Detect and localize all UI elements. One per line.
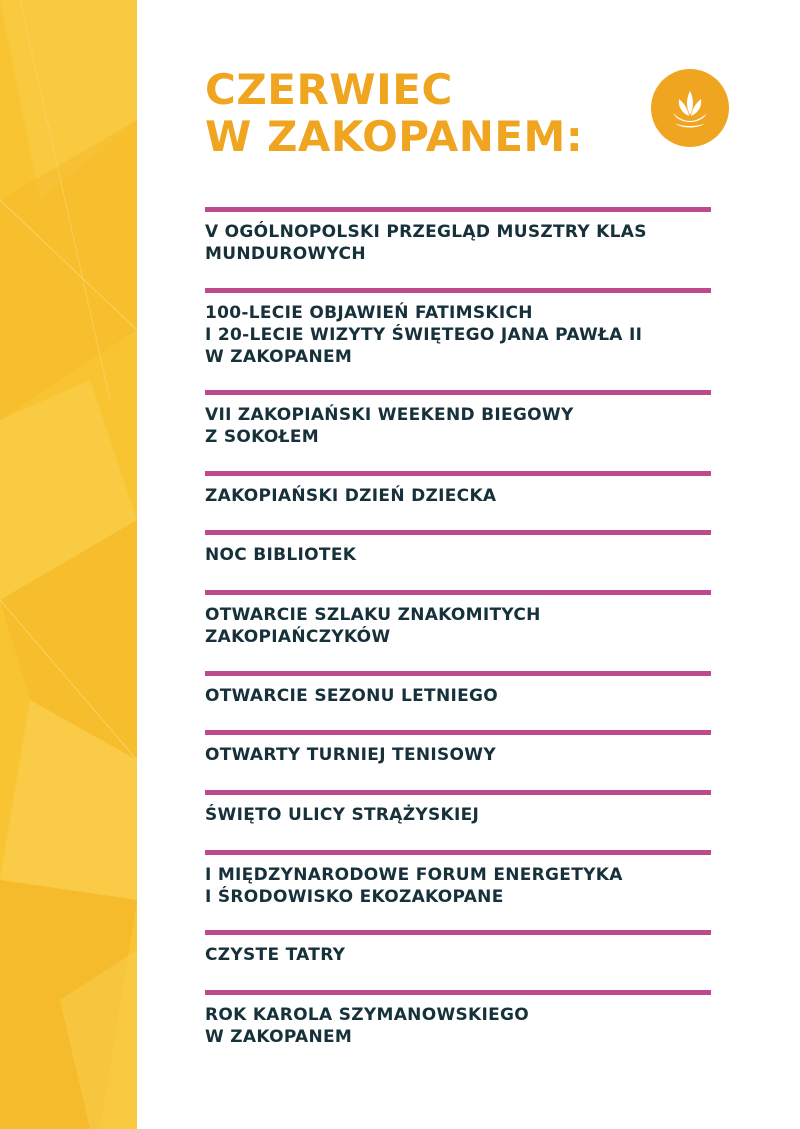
event-title: OTWARCIE SZLAKU ZNAKOMITYCH ZAKOPIAŃCZYKÓW xyxy=(205,605,541,647)
event-title: OTWARCIE SEZONU LETNIEGO xyxy=(205,686,499,706)
list-item xyxy=(205,530,711,566)
title-line-1: CZERWIEC xyxy=(205,65,453,114)
event-title: ZAKOPIAŃSKI DZIEŃ DZIECKA xyxy=(205,486,497,506)
event-title: CZYSTE TATRY xyxy=(205,945,346,965)
event-title: 100-LECIE OBJAWIEŃ FATIMSKICH I 20-LECIE WIZYTY ŚWIĘTEGO JANA PAWŁA II W ZAKOPANEM xyxy=(205,303,643,367)
list-item xyxy=(205,207,711,265)
logo-badge xyxy=(651,69,729,147)
list-item xyxy=(205,990,711,1048)
list-item xyxy=(205,850,711,908)
event-title: I MIĘDZYNARODOWE FORUM ENERGETYKA I ŚRODOWISKO EKOZAKOPANE xyxy=(205,865,623,907)
geometric-pattern xyxy=(0,0,137,1129)
event-title: NOC BIBLIOTEK xyxy=(205,545,357,565)
list-item xyxy=(205,471,711,507)
event-title: ROK KAROLA SZYMANOWSKIEGO W ZAKOPANEM xyxy=(205,1005,530,1047)
event-title: ŚWIĘTO ULICY STRĄŻYSKIEJ xyxy=(205,805,480,825)
list-item xyxy=(205,390,711,448)
list-item xyxy=(205,790,711,826)
list-item xyxy=(205,730,711,766)
list-item xyxy=(205,671,711,707)
title-line-2: W ZAKOPANEM: xyxy=(205,112,584,161)
list-item xyxy=(205,930,711,966)
event-title: OTWARTY TURNIEJ TENISOWY xyxy=(205,745,496,765)
list-item xyxy=(205,590,711,648)
decorative-side-band xyxy=(0,0,137,1129)
wheat-sprout-icon xyxy=(651,69,729,147)
page-title xyxy=(205,66,645,160)
event-title: VII ZAKOPIAŃSKI WEEKEND BIEGOWY Z SOKOŁEM xyxy=(205,405,574,447)
list-item xyxy=(205,288,711,368)
event-title: V OGÓLNOPOLSKI PRZEGLĄD MUSZTRY KLAS MUNDUROWYCH xyxy=(205,222,647,264)
